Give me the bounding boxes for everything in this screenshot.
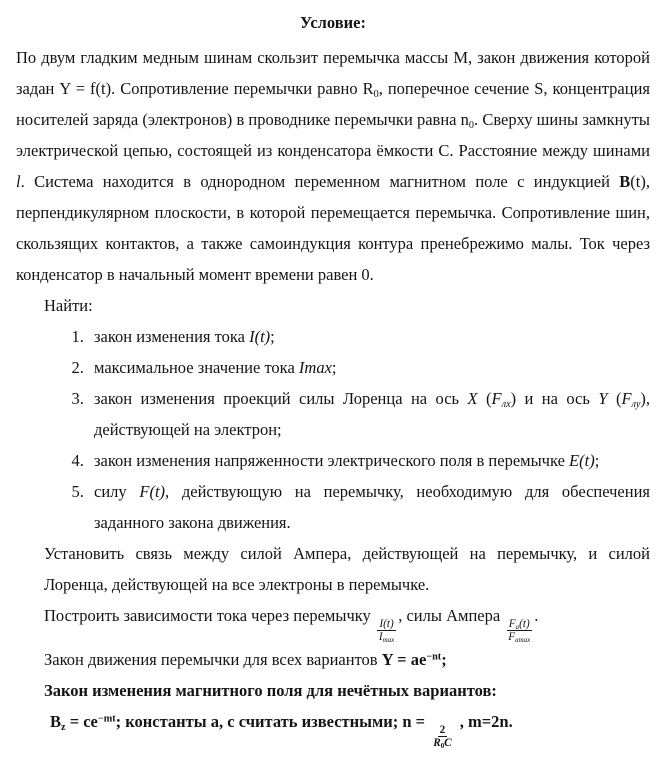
find-list — [16, 321, 650, 538]
odd-variants-heading: Закон изменения магнитного поля для нечётных вариантов: — [44, 680, 497, 700]
find-label: Найти: — [44, 296, 93, 315]
list-item-electric-field: 4. закон изменения напряженности электрического поля в перемычке E(t); — [88, 445, 650, 476]
motion-law-paragraph: Закон движения перемычки для всех вариантов $Y = ae^{-nt}$; — [44, 649, 447, 669]
list-item-current-law: 1. закон изменения тока I(t); — [88, 321, 650, 352]
plot-dependencies-paragraph: Построить зависимости тока через перемычку $\frac{I(t)}{I_{max}}$ , силы Ампера $\frac{F_a(t)}{F_{amax}}$ . — [44, 606, 539, 645]
list-item-max-current: 2. максимальное значение тока Imax; — [88, 352, 650, 383]
list-item-lorentz-projections: 3. закон изменения проекций силы Лоренца на ось X $(F_{лх})$ и на ось Y $(F_{лу})$, действующей на электрон; — [88, 383, 650, 445]
list-item-force: 5. силу F(t), действующую на перемычку, необходимую для обеспечения заданного закона движения. — [88, 476, 650, 538]
ampere-lorentz-paragraph: Установить связь между силой Ампера, действующей на перемычку, и силой Лоренца, действующей на все электроны в перемычке. — [44, 544, 650, 594]
conditions-paragraph: По двум гладким медным шинам скользит перемычка массы М, закон движения которой задан Y = f(t). Сопротивление перемычки равно $R_0$, поперечное сечение S, концентрация носителей заряда (электронов) в проводнике перемычки равна $n_0$. Сверху шины замкнуты электрической цепью, состоящей из конденсатора ёмкости С. Расстояние между шинами l. Система находится в однородном переменном магнитном поле с индукцией B(t), перпендикулярном плоскости, в которой перемещается перемычка. Сопротивление шин, скользящих контактов, а также самоиндукция контура пренебрежимо малы. Ток через конденсатор в начальный момент времени равен 0. — [16, 48, 650, 284]
problem-title: Условие: — [300, 13, 366, 32]
magnetic-field-law-paragraph: $B_z = ce^{-mt}$; константы a, c считать известными; n = $\frac{2}{R_0C}$ , m=2n. — [50, 711, 513, 751]
